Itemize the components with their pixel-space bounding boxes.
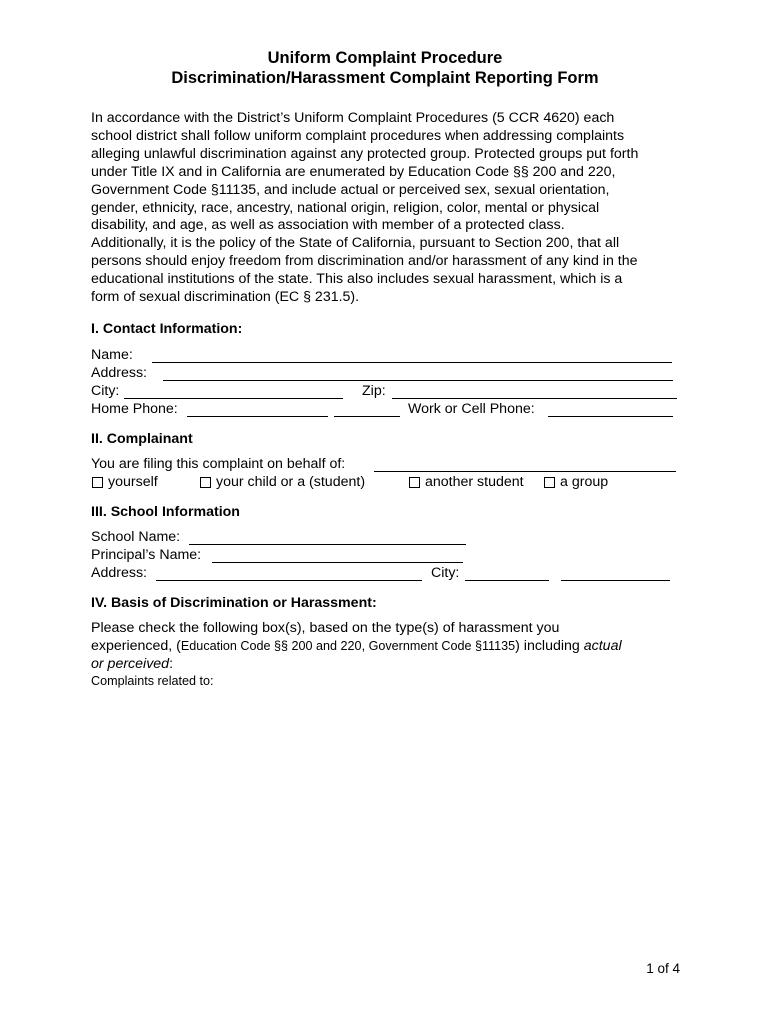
zip-field[interactable]	[392, 398, 677, 399]
contact-heading: I. Contact Information:	[91, 321, 243, 337]
basis-paragraph	[91, 619, 691, 673]
a-group-checkbox[interactable]	[544, 477, 555, 488]
home-phone-ext-field[interactable]	[334, 416, 400, 417]
name-field[interactable]	[152, 362, 672, 363]
basis-line	[91, 655, 691, 673]
name-label: Name:	[91, 347, 133, 363]
intro-line: under Title IX and in California are enumerated by Education Code §§ 200 and 220,	[91, 163, 616, 180]
address-field[interactable]	[163, 380, 673, 381]
intro-line: educational institutions of the state. This also includes sexual harassment, which is a	[91, 271, 623, 288]
intro-line: Additionally, it is the policy of the State of California, pursuant to Section 200, that all	[91, 235, 620, 252]
school-name-field[interactable]	[189, 544, 466, 545]
school-heading: III. School Information	[91, 504, 240, 520]
basis-text: ) including	[515, 638, 584, 654]
name-row	[91, 347, 691, 365]
school-city-label: City:	[431, 565, 460, 581]
another-student-checkbox[interactable]	[409, 477, 420, 488]
your-child-checkbox[interactable]	[200, 477, 211, 488]
school-name-row	[91, 529, 691, 547]
intro-line: Government Code §11135, and include actual or perceived sex, sexual orientation,	[91, 181, 610, 198]
work-phone-label: Work or Cell Phone:	[408, 401, 535, 417]
behalf-label: You are filing this complaint on behalf of:	[91, 456, 346, 472]
intro-line: alleging unlawful discrimination against any protected group. Protected groups put forth	[91, 145, 639, 162]
work-phone-field[interactable]	[548, 416, 673, 417]
intro-line: form of sexual discrimination (EC § 231.5).	[91, 289, 360, 306]
page-number: 1 of 4	[646, 961, 680, 976]
behalf-row	[91, 456, 691, 474]
basis-actual: actual	[583, 638, 622, 654]
another-student-label: another student	[425, 474, 524, 490]
address-row	[91, 365, 691, 383]
intro-line: school district shall follow uniform complaint procedures when addressing complaints	[91, 127, 625, 144]
complaints-related-label: Complaints related to:	[91, 674, 214, 688]
home-phone-field[interactable]	[187, 416, 328, 417]
a-group-label: a group	[560, 474, 609, 490]
home-phone-label: Home Phone:	[91, 401, 178, 417]
yourself-label: yourself	[108, 474, 158, 490]
city-label: City:	[91, 383, 120, 399]
school-extra-field[interactable]	[561, 580, 670, 581]
your-child-label: your child or a (student)	[216, 474, 366, 490]
basis-line: Please check the following box(s), based on the type(s) of harassment you	[91, 620, 560, 636]
form-subtitle: Discrimination/Harassment Complaint Reporting Form	[171, 69, 599, 87]
basis-citation: Education Code §§ 200 and 220, Government Code §11135	[180, 639, 516, 653]
form-title: Uniform Complaint Procedure	[267, 49, 503, 67]
school-address-row	[91, 565, 691, 583]
complainant-options-row	[91, 474, 691, 492]
basis-colon: :	[169, 656, 174, 672]
city-zip-row	[91, 383, 691, 401]
address-label: Address:	[91, 365, 147, 381]
complainant-heading: II. Complainant	[91, 431, 193, 447]
principal-row	[91, 547, 691, 565]
basis-heading: IV. Basis of Discrimination or Harassment:	[91, 595, 377, 611]
intro-line: In accordance with the District’s Uniform Complaint Procedures (5 CCR 4620) each	[91, 110, 615, 126]
principal-field[interactable]	[212, 562, 463, 563]
principal-label: Principal’s Name:	[91, 547, 202, 563]
intro-paragraph	[91, 110, 681, 307]
school-name-label: School Name:	[91, 529, 181, 545]
intro-line: persons should enjoy freedom from discrimination and/or harassment of any kind in the	[91, 253, 638, 270]
school-address-field[interactable]	[156, 580, 422, 581]
yourself-checkbox[interactable]	[92, 477, 103, 488]
phone-row	[91, 401, 691, 419]
behalf-field[interactable]	[374, 471, 676, 472]
city-field[interactable]	[124, 398, 343, 399]
school-address-label: Address:	[91, 565, 147, 581]
zip-label: Zip:	[362, 383, 386, 399]
basis-text: experienced, (	[91, 638, 181, 654]
basis-line	[91, 637, 691, 655]
school-city-field[interactable]	[465, 580, 549, 581]
intro-line: disability, and age, as well as association with member of a protected class.	[91, 217, 565, 234]
basis-perceived: or perceived	[91, 656, 170, 672]
intro-line: gender, ethnicity, race, ancestry, national origin, religion, color, mental or physical	[91, 199, 600, 216]
